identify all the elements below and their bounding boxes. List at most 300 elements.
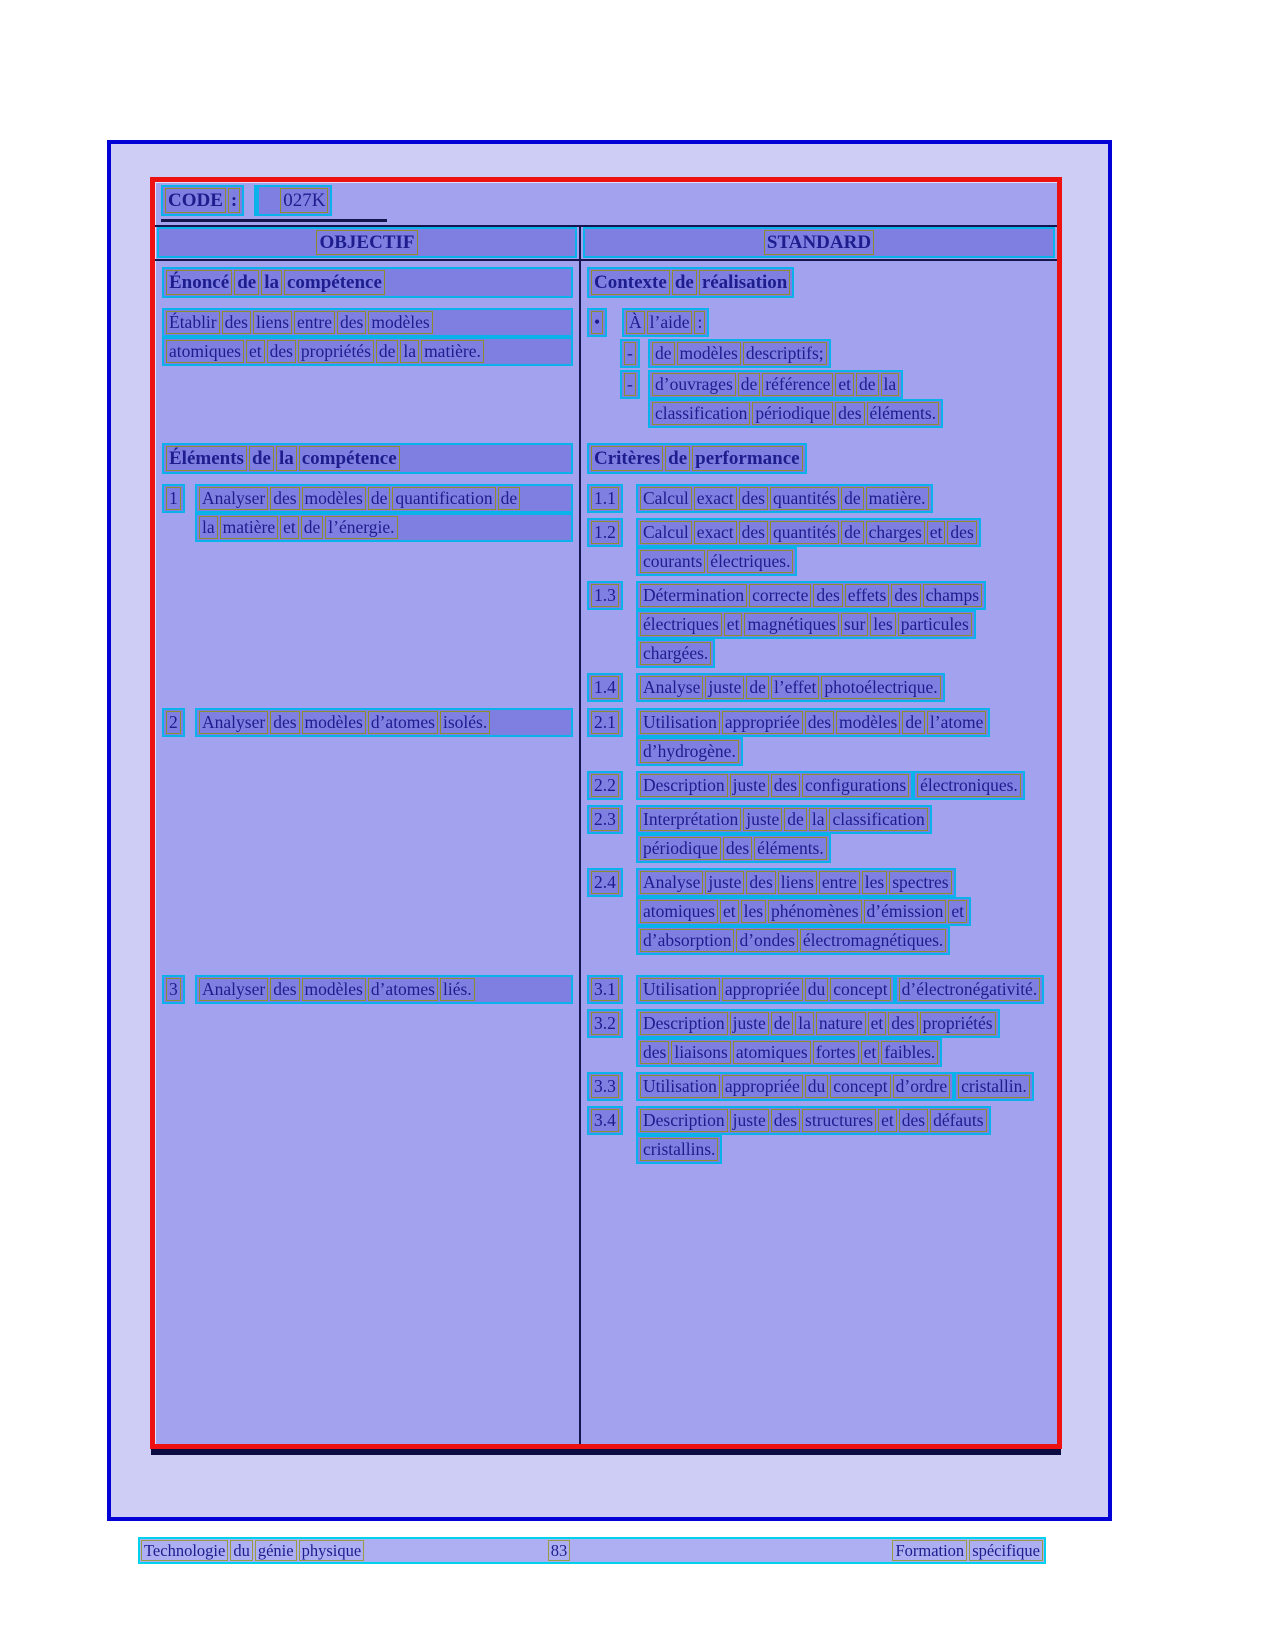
footer-page-number (547, 1539, 572, 1562)
list-number-box (587, 1009, 623, 1038)
word-box: entre (294, 311, 335, 334)
word-box: Calcul (640, 521, 692, 544)
word-box: de (652, 342, 675, 365)
row-group (155, 707, 1057, 974)
word-box: 3.1 (591, 978, 619, 1001)
word-box: descriptifs; (743, 342, 827, 365)
word-box: de (368, 487, 391, 510)
word-box: Utilisation (640, 978, 720, 1001)
header-cell-objectif (155, 227, 579, 259)
word-box: concept (830, 978, 890, 1001)
word-box: entre (819, 871, 860, 894)
word-box: matière (220, 516, 278, 539)
list-item-text (636, 1072, 1049, 1101)
word-box: des (270, 487, 299, 510)
word-box: et (948, 900, 967, 923)
word-box: de (665, 446, 690, 471)
right-cell (579, 261, 1057, 437)
ocr-line-highlight (636, 805, 932, 834)
word-box: appropriée (722, 1075, 803, 1098)
word-box: propriétés (920, 1012, 996, 1035)
word-box: de (376, 340, 399, 363)
word-box: les (862, 871, 887, 894)
ocr-line-highlight (195, 708, 573, 737)
list-number-box (162, 975, 185, 1004)
word-box: des (640, 1041, 669, 1064)
word-box: la (261, 270, 282, 295)
word-box: des (771, 774, 800, 797)
word-box: magnétiques (744, 613, 838, 636)
list-item-text (636, 868, 1049, 955)
word-box: correcte (749, 584, 811, 607)
word-box: Utilisation (640, 1075, 720, 1098)
ocr-line-highlight (636, 581, 986, 610)
word-box: l’effet (771, 676, 819, 699)
word-box: de (784, 808, 807, 831)
ocr-line-highlight (587, 443, 807, 474)
ocr-line-highlight (895, 975, 1045, 1004)
list-number (162, 484, 195, 513)
word-box: des (771, 1109, 800, 1132)
word-box: de (498, 487, 521, 510)
word-box: de (249, 446, 274, 471)
list-number (587, 484, 636, 513)
word-box: éléments. (867, 402, 940, 425)
left-cell (155, 707, 579, 974)
word-box: d’absorption (640, 929, 734, 952)
list-number-box (587, 708, 623, 737)
word-box: des (805, 711, 834, 734)
footer-bar (138, 1537, 1046, 1564)
word-box: spécifique (969, 1540, 1043, 1561)
word-box: de (771, 1012, 794, 1035)
list-number (587, 1072, 636, 1101)
row-group (155, 974, 1057, 1444)
word-box: et (861, 1041, 880, 1064)
list-item-text (636, 771, 1049, 800)
word-box: charges (866, 521, 925, 544)
row-group (155, 437, 1057, 707)
word-box: fortes (813, 1041, 859, 1064)
list-number-box (587, 975, 623, 1004)
word-box: atomiques (166, 340, 244, 363)
word-box: de (301, 516, 324, 539)
word-box: propriétés (298, 340, 374, 363)
ocr-line-highlight (648, 339, 831, 368)
word-box: 3 (166, 978, 181, 1001)
list-item (162, 484, 573, 542)
word-box: de (672, 270, 697, 295)
word-box: 3.2 (591, 1012, 619, 1035)
word-box: la (276, 446, 297, 471)
word-box: champs (923, 584, 982, 607)
ocr-line-highlight (636, 737, 743, 766)
list-number-box (587, 581, 623, 610)
ocr-line-highlight (636, 639, 715, 668)
word-box: périodique (752, 402, 833, 425)
paragraph (162, 308, 573, 366)
marker-box (620, 339, 640, 368)
word-box: performance (692, 446, 802, 471)
word-box: physique (299, 1540, 365, 1561)
ocr-line-highlight (636, 1038, 942, 1067)
heading-line (587, 443, 1049, 474)
right-cell (579, 707, 1057, 974)
word-box: sur (841, 613, 868, 636)
word-box: des (222, 311, 251, 334)
word-box: exact (694, 487, 737, 510)
word-box: de (746, 676, 769, 699)
table-body (155, 261, 1057, 1444)
word-box: Description (640, 1012, 728, 1035)
list-item (587, 518, 1049, 576)
word-box: cristallin. (958, 1075, 1030, 1098)
word-box: Description (640, 1109, 728, 1132)
word-box: et (835, 373, 854, 396)
word-box: Utilisation (640, 711, 720, 734)
word-box: appropriée (722, 711, 803, 734)
list-item-text (636, 518, 1049, 576)
ocr-line-highlight (636, 518, 981, 547)
word-box: modèles (302, 711, 366, 734)
word-box: référence (762, 373, 833, 396)
word-box: atomiques (640, 900, 718, 923)
word-box: Interprétation (640, 808, 741, 831)
footer-left (140, 1539, 365, 1562)
list-item (162, 975, 573, 1004)
word-box: Analyser (199, 487, 268, 510)
word-box: Énoncé (166, 270, 232, 295)
right-cell (579, 974, 1057, 1444)
word-box: d’atomes (368, 711, 438, 734)
list-number (587, 975, 636, 1004)
list-number (587, 673, 636, 702)
word-box: juste (730, 1012, 769, 1035)
word-box: 1.1 (591, 487, 619, 510)
ocr-line-highlight (636, 771, 913, 800)
code-row (155, 182, 1057, 225)
word-box: juste (730, 1109, 769, 1132)
footer-right (891, 1539, 1044, 1562)
list-item (587, 771, 1049, 800)
row-group (155, 261, 1057, 437)
word-box: STANDARD (764, 230, 874, 255)
word-box: courants (640, 550, 705, 573)
word-box: des (947, 521, 976, 544)
word-box: atomiques (733, 1041, 811, 1064)
word-box: juste (705, 676, 744, 699)
list-number (587, 1009, 636, 1038)
word-box: éléments. (754, 837, 827, 860)
dash-marker (620, 339, 648, 368)
word-box: classification (652, 402, 750, 425)
list-number-box (162, 708, 185, 737)
word-box: des (723, 837, 752, 860)
word-box: défauts (930, 1109, 987, 1132)
word-box: et (868, 1012, 887, 1035)
list-item (587, 708, 1049, 766)
list-item (587, 1009, 1049, 1067)
table-header-row (155, 225, 1057, 261)
list-number-box (587, 484, 623, 513)
word-box: modèles (677, 342, 741, 365)
word-box: périodique (640, 837, 721, 860)
word-box: de (738, 373, 761, 396)
ocr-line-highlight (636, 1106, 991, 1135)
word-box: et (878, 1109, 897, 1132)
ocr-line-highlight (954, 1072, 1034, 1101)
bullet-item-text (622, 308, 1049, 337)
word-box: appropriée (722, 978, 803, 1001)
page-frame (107, 140, 1112, 1521)
list-number (162, 975, 195, 1004)
word-box: les (870, 613, 895, 636)
word-box: génie (255, 1540, 297, 1561)
list-item (587, 484, 1049, 513)
list-number-box (587, 518, 623, 547)
header-cell-standard (579, 227, 1057, 259)
word-box: modèles (302, 487, 366, 510)
list-number (587, 1106, 636, 1135)
word-box: 2.4 (591, 871, 619, 894)
word-box: des (739, 487, 768, 510)
list-number-box (587, 673, 623, 702)
ocr-line-highlight (636, 708, 990, 737)
word-box: chargées. (640, 642, 711, 665)
word-box: Critères (591, 446, 663, 471)
word-box: Analyse (640, 871, 703, 894)
code-underline (161, 219, 387, 222)
word-box: d’ordre (893, 1075, 951, 1098)
ocr-line-highlight (162, 308, 573, 337)
word-box: Contexte (591, 270, 670, 295)
list-item-text (636, 1009, 1049, 1067)
word-box: - (624, 342, 636, 365)
heading-line (162, 267, 573, 298)
ocr-line-highlight (636, 868, 956, 897)
list-number (587, 581, 636, 610)
word-box: liaisons (671, 1041, 730, 1064)
ocr-line-highlight (162, 443, 573, 474)
word-box: l’aide (647, 311, 693, 334)
word-box: spectres (889, 871, 951, 894)
list-item-text (195, 975, 573, 1004)
word-box: - (624, 373, 636, 396)
header-title (583, 227, 1055, 258)
ocr-line-highlight (195, 484, 573, 513)
ocr-line-highlight (636, 673, 945, 702)
ocr-line-highlight (636, 484, 933, 513)
list-item-text (195, 708, 573, 737)
word-box: quantités (770, 521, 839, 544)
word-box: de (234, 270, 259, 295)
ocr-line-highlight (636, 897, 971, 926)
dash-marker (620, 370, 648, 399)
word-box: la (881, 373, 900, 396)
word-box: la (199, 516, 218, 539)
word-box: des (270, 978, 299, 1001)
word-box: quantités (770, 487, 839, 510)
ocr-line-highlight (648, 370, 903, 399)
list-number-box (162, 484, 185, 513)
word-box: 1 (166, 487, 181, 510)
word-box: la (809, 808, 828, 831)
list-number (587, 805, 636, 834)
ocr-line-highlight (195, 513, 573, 542)
word-box: : (694, 311, 705, 334)
word-box: matière. (421, 340, 484, 363)
word-box: électroniques. (917, 774, 1021, 797)
list-item (162, 708, 573, 737)
word-box: de (856, 373, 879, 396)
word-box: 2.1 (591, 711, 619, 734)
list-number-box (587, 1106, 623, 1135)
word-box: Éléments (166, 446, 247, 471)
word-box: modèles (302, 978, 366, 1001)
word-box: Analyse (640, 676, 703, 699)
word-box: la (400, 340, 419, 363)
word-box: À (626, 311, 645, 334)
word-box: des (270, 711, 299, 734)
word-box: des (888, 1012, 917, 1035)
word-box: électromagnétiques. (800, 929, 946, 952)
word-box: faibles. (881, 1041, 938, 1064)
word-box: classification (829, 808, 927, 831)
list-item (587, 805, 1049, 863)
word-box: et (280, 516, 299, 539)
word-box: modèles (368, 311, 432, 334)
list-number (587, 771, 636, 800)
word-box: des (337, 311, 366, 334)
word-box: : (228, 188, 240, 213)
list-item-text (636, 484, 1049, 513)
ocr-line-highlight (913, 771, 1025, 800)
word-box: d’hydrogène. (640, 740, 739, 763)
word-box: exact (694, 521, 737, 544)
list-item (587, 975, 1049, 1004)
list-item-text (195, 484, 573, 542)
word-box: quantification (392, 487, 495, 510)
right-cell (579, 437, 1057, 707)
bullet-item-text (648, 370, 1049, 428)
code-value (254, 185, 332, 216)
word-box: et (246, 340, 265, 363)
ocr-line-highlight (636, 834, 831, 863)
ocr-line-highlight (162, 337, 573, 366)
list-item-text (636, 805, 1049, 863)
word-box: structures (802, 1109, 876, 1132)
word-box: des (899, 1109, 928, 1132)
word-box: Calcul (640, 487, 692, 510)
list-number (162, 708, 195, 737)
word-box: les (741, 900, 766, 923)
list-number (587, 868, 636, 897)
word-box: des (813, 584, 842, 607)
word-box: Formation (892, 1540, 967, 1561)
word-box: 3.3 (591, 1075, 619, 1098)
list-item (587, 868, 1049, 955)
ocr-line-highlight (636, 975, 895, 1004)
word-box: Analyser (199, 711, 268, 734)
left-cell (155, 974, 579, 1444)
word-box: d’électronégativité. (899, 978, 1041, 1001)
word-box: de (902, 711, 925, 734)
word-box: 2 (166, 711, 181, 734)
word-box: du (230, 1540, 253, 1561)
word-box: compétence (284, 270, 385, 295)
list-item (587, 1106, 1049, 1164)
word-box: OBJECTIF (316, 230, 417, 255)
word-box: du (805, 1075, 829, 1098)
word-box: la (795, 1012, 814, 1035)
ocr-line-highlight (636, 1072, 954, 1101)
word-box: des (739, 521, 768, 544)
list-item-text (636, 708, 1049, 766)
word-box: 2.3 (591, 808, 619, 831)
left-cell (155, 261, 579, 437)
list-item-text (636, 1106, 1049, 1164)
word-box: particules (898, 613, 972, 636)
word-box: liens (778, 871, 817, 894)
word-box: compétence (299, 446, 400, 471)
ocr-line-highlight (636, 547, 797, 576)
word-box: liés. (440, 978, 475, 1001)
word-box: du (805, 978, 829, 1001)
word-box: d’atomes (368, 978, 438, 1001)
list-item (587, 581, 1049, 668)
word-box: liens (253, 311, 292, 334)
ocr-line-highlight (636, 926, 950, 955)
bullet-item (587, 308, 1049, 337)
header-title (157, 227, 577, 258)
list-number-box (587, 771, 623, 800)
word-box: juste (743, 808, 782, 831)
word-box: isolés. (440, 711, 490, 734)
word-box: 1.3 (591, 584, 619, 607)
ocr-line-highlight (636, 1135, 722, 1164)
word-box: Établir (166, 311, 220, 334)
list-item-text (636, 975, 1049, 1004)
word-box: électriques. (707, 550, 793, 573)
word-box: phénomènes (768, 900, 861, 923)
word-box: des (267, 340, 296, 363)
list-number-box (587, 868, 623, 897)
ocr-line-highlight (636, 610, 976, 639)
word-box: concept (830, 1075, 890, 1098)
word-box: 1.2 (591, 521, 619, 544)
word-box: de (841, 521, 864, 544)
word-box: des (891, 584, 920, 607)
ocr-line-highlight (587, 267, 794, 298)
word-box: Technologie (141, 1540, 228, 1561)
word-box: 027K (280, 188, 328, 213)
word-box: matière. (866, 487, 929, 510)
word-box: 1.4 (591, 676, 619, 699)
word-box: juste (730, 774, 769, 797)
marker-box (620, 370, 640, 399)
list-number-box (587, 805, 623, 834)
word-box: électriques (640, 613, 722, 636)
word-box: l’énergie. (325, 516, 397, 539)
word-box: CODE (165, 188, 226, 213)
list-item (587, 673, 1049, 702)
left-cell (155, 437, 579, 707)
dash-item (620, 339, 1049, 368)
bullet-item-text (648, 339, 1049, 368)
word-box: nature (816, 1012, 866, 1035)
word-box: 2.2 (591, 774, 619, 797)
ocr-line-highlight (622, 308, 709, 337)
